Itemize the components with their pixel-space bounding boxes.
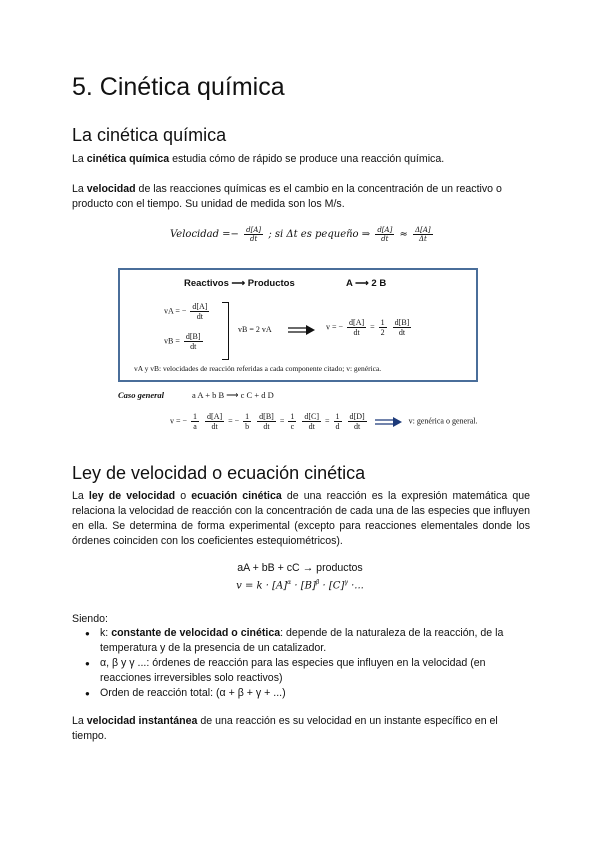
va-expression: vA = − $\frac{d[A]}{dt}$ (164, 302, 208, 321)
paragraph-definition: La cinética química estudia cómo de rápido se produce una reacción química. (72, 153, 445, 165)
vb-equals-2va: vB = 2 vA (238, 325, 272, 334)
general-reaction: a A + b B ⟶ c C + d D (192, 390, 274, 400)
vb-expression: vB = $\frac{d[B]}{dt}$ (164, 332, 201, 351)
rate-law: $v = k \cdot [A]^\alpha \cdot [B]^\beta \cdot [C]^\gamma$ ·... (236, 579, 364, 592)
example-reaction: A ⟶ 2 B (346, 278, 387, 289)
double-arrow-icon (375, 416, 403, 428)
definitions-list (72, 626, 532, 701)
section-heading-cinetica: La cinética química (72, 125, 227, 145)
paragraph-ley-velocidad: La ley de velocidad o ecuación cinética de una reacción es la expresión matemática que relaciona la velocidad de reacción con la concentración de cada una de las especies que influyen en ella. Se determina de forma experimental (excepto para reacciones elementales donde los órdenes coinciden con los coeficientes estequiométricos). (72, 490, 531, 547)
reaction-line: aA + bB + cC → productos (237, 562, 363, 574)
paragraph-instantanea: La velocidad instantánea de una reacción es su velocidad en un instante específico en el tiempo. (72, 715, 498, 742)
list-item: ● α, β y γ ...: órdenes de reacción para las especies que influyen en la velocidad (en reacciones irreversibles solo reactivos) (72, 656, 532, 686)
page-title: 5. Cinética química (72, 73, 285, 101)
paragraph-velocidad: La velocidad de las reacciones químicas es el cambio en la concentración de un reactivo o producto con el tiempo. Su unidad de medida son los M/s. (72, 183, 502, 210)
list-item: ● Orden de reacción total: (α + β + γ + ...) (72, 686, 532, 701)
v-general-expression: v = − $\frac{d[A]}{dt}$ = $\frac{1}{2}$ $\frac{d[B]}{dt}$ (326, 318, 410, 337)
rate-figure-box (118, 268, 478, 382)
reactivos-productos-label: Reactivos ⟶ Productos (184, 278, 295, 289)
general-rate-expression: v = − $\frac{1}{a}$ $\frac{d[A]}{dt}$ = − $\frac{1}{b}$ $\frac{d[B]}{dt}$ = $\frac{1}{c}$ $\frac{d[C]}{dt}$ = $\frac{1}{d}$ $\frac{d[D]}{dt}$ v: genérica o general. (170, 412, 478, 431)
list-item: ● k: constante de velocidad o cinética: depende de la naturaleza de la reacción, de la temperatura y de la presencia de un catalizador. (72, 626, 532, 656)
figure-caption: vA y vB: velocidades de reacción referidas a cada componente citado; v: genérica. (134, 364, 382, 373)
section-heading-ley: Ley de velocidad o ecuación cinética (72, 463, 366, 483)
brace (222, 302, 229, 360)
velocity-formula: Velocidad =− $\frac{d[A]}{dt}$ ; si Δt es pequeño ⇒ $\frac{d[A]}{dt}$ ≈ $\frac{\Delta[A]}{\Delta t}$ (170, 226, 431, 243)
double-arrow-icon (288, 324, 316, 336)
siendo-label: Siendo: (72, 613, 108, 625)
caso-general-label: Caso general (118, 390, 165, 400)
